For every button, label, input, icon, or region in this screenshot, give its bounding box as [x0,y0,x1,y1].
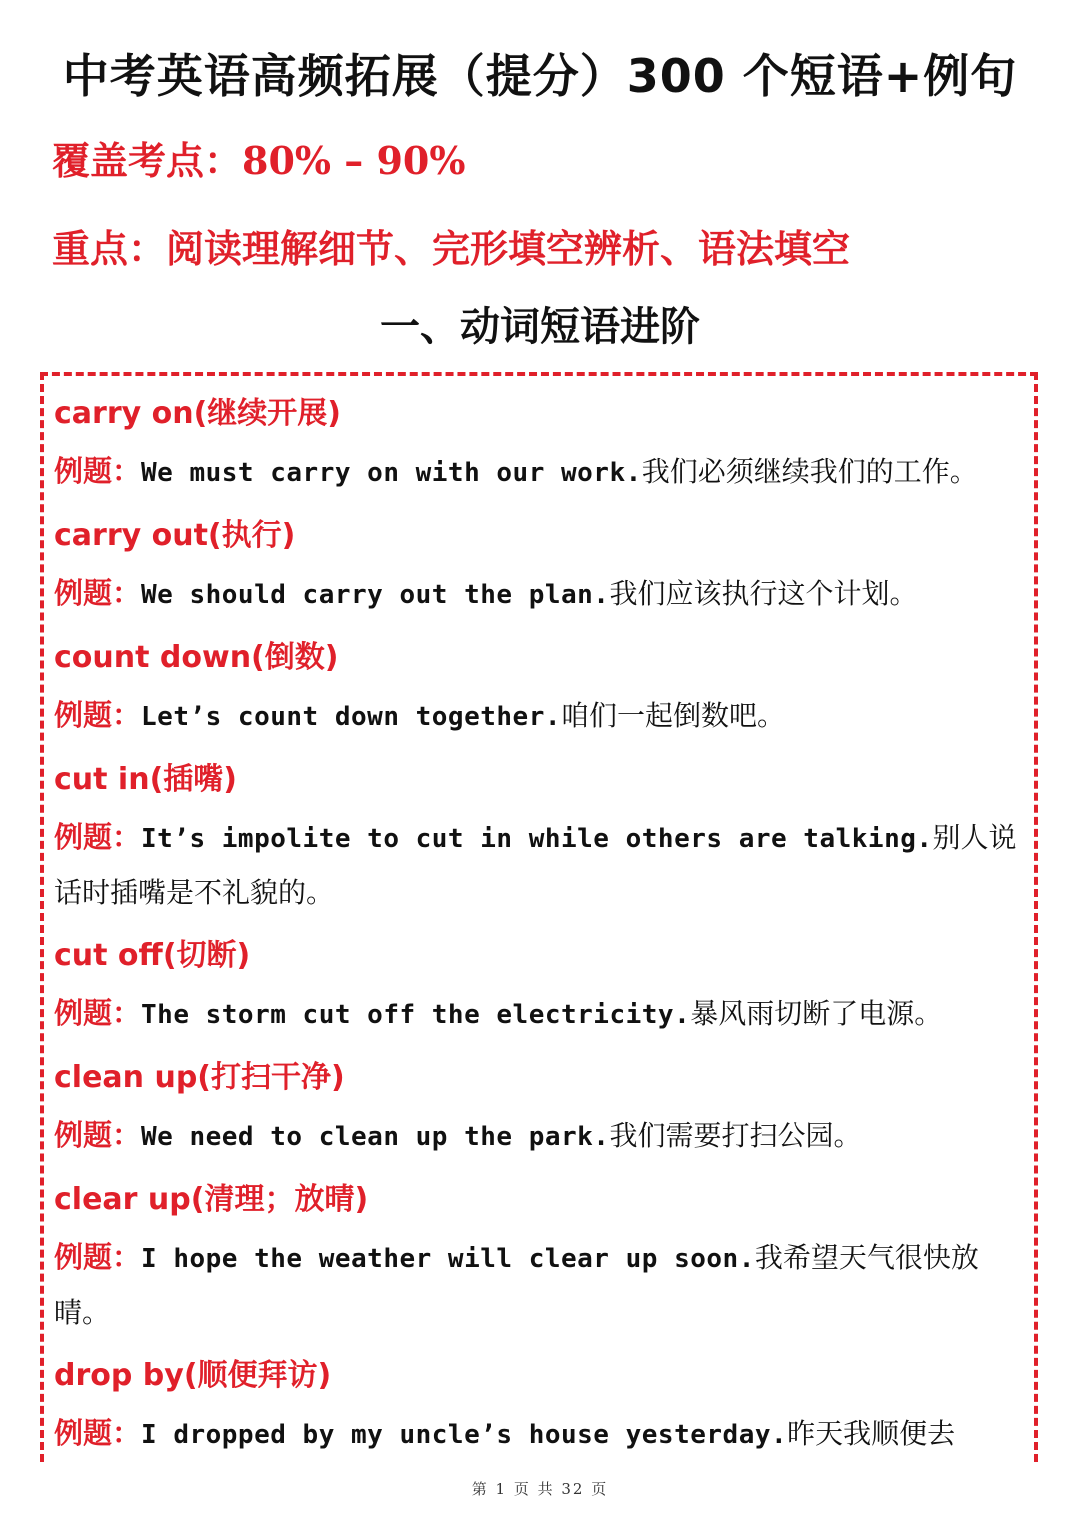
example-sentence [54,1406,1026,1462]
example-label: 例题： [54,1118,142,1152]
example-english: Let’s count down together. [141,702,562,732]
focus-line: 重点：阅读理解细节、完形填空辨析、语法填空 [52,226,851,271]
phrase-entry [54,1352,1026,1462]
phrase-entry [54,1054,1026,1164]
example-english: I dropped by my uncle’s house yesterday. [141,1420,788,1450]
example-english: I hope the weather will clear up soon. [141,1244,755,1274]
example-chinese: 暴风雨切断了电源。 [690,997,943,1030]
example-sentence [54,566,1026,622]
document-title: 中考英语高频拓展（提分）300 个短语+例句 [62,49,1018,103]
example-sentence [54,1108,1026,1164]
phrase-entry [54,390,1026,500]
phrase-heading: carry on(继续开展) [54,396,342,431]
example-chinese: 别人说话时插嘴是不礼貌的。 [54,821,1017,909]
example-chinese: 我们需要打扫公园。 [609,1119,862,1152]
phrase-entry [54,512,1026,622]
phrase-heading: cut in(插嘴) [54,762,237,797]
section-title: 一、动词短语进阶 [380,304,700,350]
example-sentence [54,986,1026,1042]
example-english: We need to clean up the park. [141,1122,610,1152]
example-sentence [54,810,1026,920]
phrase-heading: drop by(顺便拜访) [54,1358,332,1393]
coverage-line: 覆盖考点：80% – 90% [52,138,466,183]
example-sentence [54,688,1026,744]
example-label: 例题： [54,1416,142,1450]
example-sentence [54,444,1026,500]
example-chinese: 咱们一起倒数吧。 [561,699,786,732]
example-chinese: 我们应该执行这个计划。 [609,577,918,610]
phrase-box [40,372,1038,1462]
example-english: It’s impolite to cut in while others are talking. [141,824,933,854]
example-english: We should carry out the plan. [141,580,610,610]
phrase-list [54,390,1026,1462]
example-label: 例题： [54,698,142,732]
example-english: We must carry on with our work. [141,458,642,488]
phrase-entry [54,634,1026,744]
example-sentence [54,1230,1026,1340]
phrase-heading: cut off(切断) [54,938,251,973]
example-label: 例题： [54,1240,142,1274]
example-english: The storm cut off the electricity. [141,1000,691,1030]
phrase-heading: clear up(清理；放晴) [54,1182,369,1217]
phrase-heading: count down(倒数) [54,640,339,675]
example-chinese: 我希望天气很快放晴。 [54,1241,979,1329]
example-chinese: 昨天我顺便去 [787,1417,956,1450]
phrase-entry [54,932,1026,1042]
phrase-entry [54,1176,1026,1340]
page-footer: 第 1 页 共 32 页 [471,1480,609,1498]
phrase-entry [54,756,1026,920]
example-label: 例题： [54,820,142,854]
phrase-heading: carry out(执行) [54,518,296,553]
phrase-heading: clean up(打扫干净) [54,1060,345,1095]
example-label: 例题： [54,996,142,1030]
example-chinese: 我们必须继续我们的工作。 [641,455,978,488]
example-label: 例题： [54,576,142,610]
example-label: 例题： [54,454,142,488]
